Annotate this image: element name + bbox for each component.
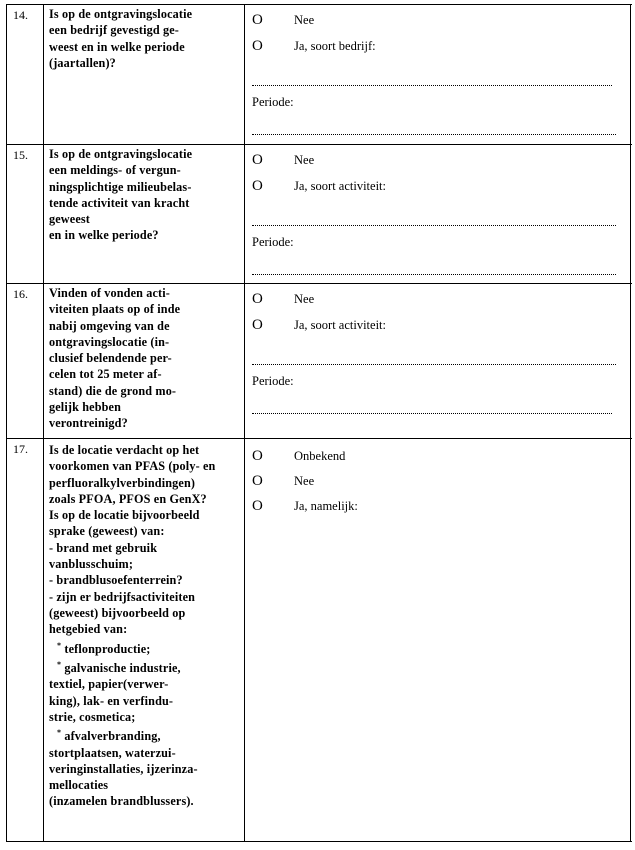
question-row-16 bbox=[6, 283, 631, 438]
fill-in-line[interactable] bbox=[252, 273, 616, 275]
option-ja[interactable] bbox=[252, 38, 376, 55]
table-border bbox=[6, 4, 632, 5]
option-nee[interactable] bbox=[252, 12, 314, 29]
question-row-15 bbox=[6, 144, 631, 283]
radio-circle-icon[interactable]: O bbox=[252, 178, 263, 194]
question-line: clusief belendende per- bbox=[49, 351, 172, 366]
option-label: Nee bbox=[294, 13, 315, 27]
question-row-14 bbox=[6, 4, 631, 144]
bullet-line bbox=[49, 638, 240, 657]
period-label: Periode: bbox=[252, 374, 294, 388]
radio-circle-icon[interactable]: O bbox=[252, 473, 263, 489]
option-label: Nee bbox=[294, 153, 315, 167]
question-text bbox=[43, 283, 244, 438]
radio-circle-icon[interactable]: O bbox=[252, 291, 263, 307]
answer-cell bbox=[244, 283, 631, 438]
radio-circle-icon[interactable]: O bbox=[252, 38, 263, 54]
question-line: stortplaatsen, waterzui- bbox=[49, 745, 176, 760]
question-number: 14. bbox=[13, 8, 28, 22]
question-line: Is de locatie verdacht op het bbox=[49, 443, 200, 457]
option-label: Onbekend bbox=[294, 449, 346, 463]
bullet-asterisk-icon: * bbox=[57, 640, 62, 650]
answer-cell bbox=[244, 144, 631, 283]
question-line: en in welke periode? bbox=[49, 228, 159, 243]
question-line: - zijn er bedrijfsactiviteiten bbox=[49, 589, 196, 604]
table-border bbox=[244, 4, 245, 841]
question-line: strie, cosmetica; bbox=[49, 709, 136, 724]
question-line: Is op de ontgravingslocatie bbox=[49, 147, 193, 161]
question-line: weest en in welke periode bbox=[49, 39, 185, 54]
question-line: textiel, papier(verwer- bbox=[49, 677, 169, 692]
question-text bbox=[43, 438, 244, 845]
question-line: afvalverbranding, bbox=[64, 729, 161, 744]
question-line: (geweest) bijvoorbeeld op bbox=[49, 605, 186, 620]
option-label: Nee bbox=[294, 474, 315, 488]
radio-circle-icon[interactable]: O bbox=[252, 152, 263, 168]
bullet-line bbox=[49, 657, 240, 676]
question-line: ontgravingslocatie (in- bbox=[49, 334, 170, 349]
question-line: stand) die de grond mo- bbox=[49, 383, 177, 398]
question-line: tende activiteit van kracht bbox=[49, 195, 190, 210]
table-border bbox=[630, 4, 631, 841]
question-line: celen tot 25 meter af- bbox=[49, 367, 162, 382]
question-line: king), lak- en verfindu- bbox=[49, 693, 174, 708]
fill-in-line[interactable] bbox=[252, 133, 616, 135]
question-line: verontreinigd? bbox=[49, 416, 128, 431]
question-number: 15. bbox=[13, 148, 28, 162]
period-label: Periode: bbox=[252, 235, 294, 249]
question-line: teflonproductie; bbox=[64, 641, 151, 656]
question-line: nabij omgeving van de bbox=[49, 318, 170, 333]
radio-circle-icon[interactable]: O bbox=[252, 448, 263, 464]
question-line: mellocaties bbox=[49, 778, 109, 793]
question-line: perfluoralkylverbindingen) bbox=[49, 475, 196, 490]
answer-cell bbox=[244, 438, 631, 845]
radio-circle-icon[interactable]: O bbox=[252, 12, 263, 28]
question-line: zoals PFOA, PFOS en GenX? bbox=[49, 491, 207, 506]
question-line: sprake (geweest) van: bbox=[49, 524, 165, 539]
table-border bbox=[6, 4, 7, 841]
table-border bbox=[6, 841, 632, 842]
question-line: hetgebied van: bbox=[49, 622, 128, 637]
question-line: Is op de ontgravingslocatie bbox=[49, 7, 193, 21]
question-line: voorkomen van PFAS (poly- en bbox=[49, 459, 216, 474]
table-border bbox=[6, 438, 632, 439]
answer-cell bbox=[244, 4, 631, 144]
question-line: viteiten plaats op of inde bbox=[49, 302, 181, 317]
table-border bbox=[6, 283, 632, 284]
option-label: Ja, soort activiteit: bbox=[294, 318, 386, 332]
question-line: - brandblusoefenterrein? bbox=[49, 573, 183, 588]
option-onbekend[interactable] bbox=[252, 448, 345, 465]
question-line: Vinden of vonden acti- bbox=[49, 286, 171, 300]
option-nee[interactable] bbox=[252, 152, 314, 169]
question-line: Is op de locatie bijvoorbeeld bbox=[49, 508, 200, 523]
table-border bbox=[6, 144, 632, 145]
fill-in-line[interactable] bbox=[252, 363, 616, 365]
question-line: - brand met gebruik bbox=[49, 540, 158, 555]
option-label: Nee bbox=[294, 292, 315, 306]
option-label: Ja, namelijk: bbox=[294, 499, 358, 513]
question-line: galvanische industrie, bbox=[64, 660, 181, 675]
bullet-asterisk-icon: * bbox=[57, 728, 62, 738]
radio-circle-icon[interactable]: O bbox=[252, 317, 263, 333]
question-line: geweest bbox=[49, 212, 90, 227]
fill-in-line[interactable] bbox=[252, 412, 612, 414]
question-line: veringinstallaties, ijzerinza- bbox=[49, 761, 198, 776]
question-number: 16. bbox=[13, 287, 28, 301]
question-line: een meldings- of vergun- bbox=[49, 163, 181, 178]
question-line: een bedrijf gevestigd ge- bbox=[49, 23, 179, 38]
question-line: (jaartallen)? bbox=[49, 55, 116, 70]
fill-in-line[interactable] bbox=[252, 84, 612, 86]
period-label: Periode: bbox=[252, 95, 294, 109]
question-row-17 bbox=[6, 438, 631, 845]
table-border bbox=[43, 4, 44, 841]
option-ja[interactable] bbox=[252, 498, 358, 515]
fill-in-line[interactable] bbox=[252, 224, 616, 226]
option-ja[interactable] bbox=[252, 178, 386, 195]
question-text bbox=[43, 4, 244, 144]
option-label: Ja, soort activiteit: bbox=[294, 179, 386, 193]
option-nee[interactable] bbox=[252, 291, 314, 308]
bullet-line bbox=[49, 725, 240, 744]
option-ja[interactable] bbox=[252, 317, 386, 334]
bullet-asterisk-icon: * bbox=[57, 659, 62, 669]
question-text bbox=[43, 144, 244, 283]
question-line: ningsplichtige milieubelas- bbox=[49, 179, 192, 194]
question-line: (inzamelen brandblussers). bbox=[49, 794, 194, 809]
question-line: gelijk hebben bbox=[49, 400, 122, 415]
radio-circle-icon[interactable]: O bbox=[252, 498, 263, 514]
question-number: 17. bbox=[13, 442, 28, 456]
option-label: Ja, soort bedrijf: bbox=[294, 39, 376, 53]
option-nee[interactable] bbox=[252, 473, 314, 490]
question-line: vanblusschuim; bbox=[49, 557, 134, 572]
